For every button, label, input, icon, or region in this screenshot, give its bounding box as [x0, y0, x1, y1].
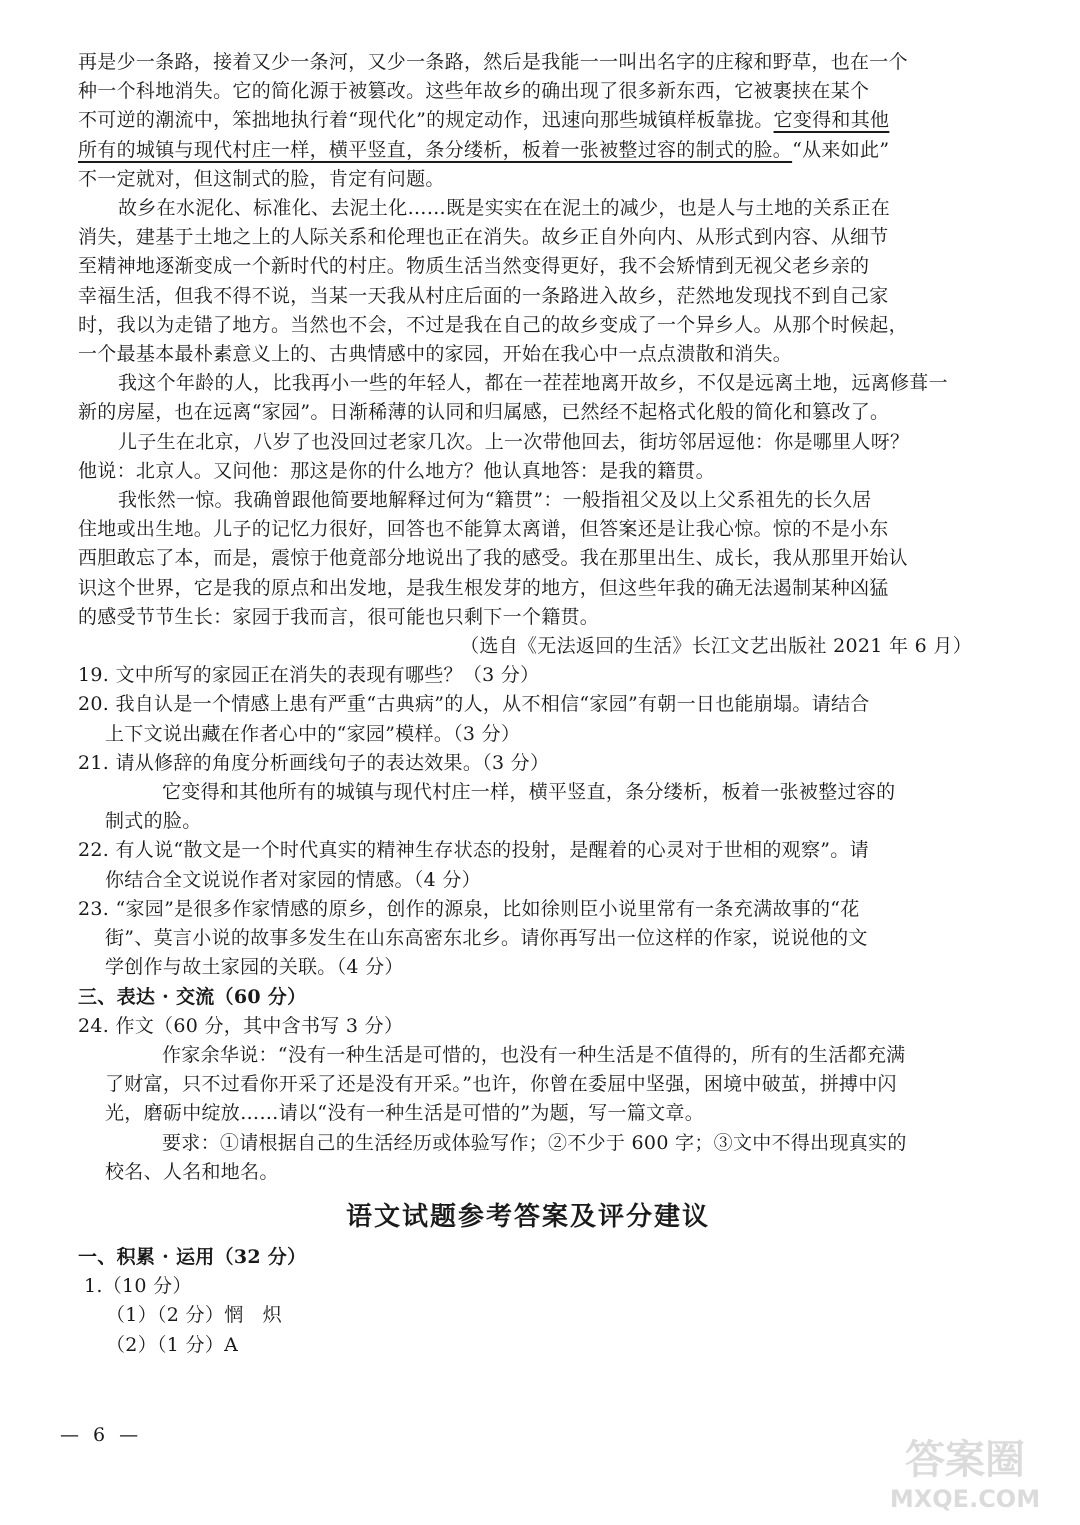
question-24: 24. 作文（60 分，其中含书写 3 分） — [78, 1014, 404, 1037]
question-20: 20. 我自认是一个情感上患有严重“古典病”的人，从不相信“家园”有朝一日也能崩塌。请结合 — [78, 693, 870, 716]
passage-line: 识这个世界，它是我的原点和出发地，是我生根发芽的地方，但这些年我的确无法遏制某种凶猛 — [78, 576, 889, 599]
passage-line: 种一个科地消失。它的简化源于被篡改。这些年故乡的确出现了很多新东西，它被裹挟在某个 — [78, 80, 870, 103]
answer-subitem: （2）（1 分）A — [106, 1333, 239, 1356]
section-heading: 一、积累 · 运用（32 分） — [78, 1245, 307, 1268]
passage-source: （选自《无法返回的生活》长江文艺出版社 2021 年 6 月） — [460, 635, 972, 658]
essay-prompt: 光，磨砺中绽放……请以“没有一种生活是可惜的”为题，写一篇文章。 — [105, 1102, 705, 1125]
page-number: — 6 — — [60, 1424, 143, 1446]
passage-line: 不一定就对，但这制式的脸，肯定有问题。 — [78, 167, 445, 190]
question-20-cont: 上下文说出藏在作者心中的“家园”模样。（3 分） — [105, 722, 521, 745]
question-21-quote: 它变得和其他所有的城镇与现代村庄一样，横平竖直，条分缕析，板着一张被整过容的 — [162, 781, 896, 804]
passage-line: 再是少一条路，接着又少一条河，又少一条路，然后是我能一一叫出名字的庄稼和野草，也在一个 — [78, 51, 908, 73]
passage-line: 消失，建基于土地之上的人际关系和伦理也正在消失。故乡正自外向内、从形式到内容、从细节 — [78, 226, 889, 249]
passage-line: 故乡在水泥化、标准化、去泥土化……既是实实在在泥土的减少，也是人与土地的关系正在 — [118, 197, 891, 220]
section-heading: 三、表达 · 交流（60 分） — [78, 985, 307, 1008]
passage-text: 不可逆的潮流中，笨拙地执行着“现代化”的规定动作，迅速向那些城镇样板靠拢。 — [78, 109, 774, 132]
essay-requirements: 要求：①请根据自己的生活经历或体验写作；②不少于 600 字；③文中不得出现真实的 — [162, 1131, 907, 1154]
passage-text: “从来如此” — [792, 138, 890, 161]
passage-line: 新的房屋，也在远离“家园”。日渐稀薄的认同和归属感，已然经不起格式化般的简化和篡改了。 — [78, 401, 890, 424]
passage-line: 的感受节节生长：家园于我而言，很可能也只剩下一个籍贯。 — [78, 605, 600, 628]
essay-requirements: 校名、人名和地名。 — [105, 1160, 279, 1183]
question-21-quote-cont: 制式的脸。 — [105, 810, 202, 833]
passage-line — [78, 106, 978, 135]
watermark-url-text: MXQE.COM — [889, 1485, 1041, 1513]
answer-subitem: （1）（2 分）惘 炽 — [106, 1304, 283, 1327]
underlined-sentence: 它变得和其他 — [773, 109, 890, 132]
passage-line: 儿子生在北京，八岁了也没回过老家几次。上一次带他回去，街坊邻居逗他：你是哪里人呀？ — [118, 430, 910, 453]
passage-line: 一个最基本最朴素意义上的、古典情感中的家园，开始在我心中一点点溃散和消失。 — [78, 343, 793, 366]
watermark-logo — [870, 1427, 1060, 1517]
question-19: 19. 文中所写的家园正在消失的表现有哪些？（3 分） — [78, 664, 540, 687]
exam-page — [78, 48, 978, 1360]
passage-line — [78, 136, 978, 165]
question-22-cont: 你结合全文说说作者对家园的情感。（4 分） — [105, 868, 481, 891]
passage-line: 我怅然一惊。我确曾跟他简要地解释过何为“籍贯”：一般指祖父及以上父系祖先的长久居 — [118, 489, 872, 512]
passage-line: 西胆敢忘了本，而是，震惊于他竟部分地说出了我的感受。我在那里出生、成长，我从那里开始认 — [78, 547, 908, 570]
answer-item: 1.（10 分） — [84, 1275, 192, 1298]
passage-line: 住地或出生地。儿子的记忆力很好，回答也不能算太离谱，但答案还是让我心惊。惊的不是小东 — [78, 518, 889, 541]
passage-line: 他说：北京人。又问他：那这是你的什么地方？他认真地答：是我的籍贯。 — [78, 459, 715, 482]
question-23-cont: 街”、莫言小说的故事多发生在山东高密东北乡。请你再写出一位这样的作家，说说他的文 — [105, 927, 868, 950]
passage-line: 至精神地逐渐变成一个新时代的村庄。物质生活当然变得更好，我不会矫情到无视父老乡亲的 — [78, 255, 870, 278]
answers-title: 语文试题参考答案及评分建议 — [345, 1201, 710, 1232]
underlined-sentence: 所有的城镇与现代村庄一样，横平竖直，条分缕析，板着一张被整过容的制式的脸。 — [78, 138, 793, 161]
question-23: 23. “家园”是很多作家情感的原乡，创作的源泉，比如徐则臣小说里常有一条充满故事的“花 — [78, 897, 860, 920]
question-22: 22. 有人说“散文是一个时代真实的精神生存状态的投射，是醒着的心灵对于世相的观察”。请 — [78, 839, 869, 862]
passage-line: 我这个年龄的人，比我再小一些的年轻人，都在一茬茬地离开故乡，不仅是远离土地，远离修葺一 — [118, 372, 948, 395]
passage-line: 幸福生活，但我不得不说，当某一天我从村庄后面的一条路进入故乡，茫然地发现找不到自己家 — [78, 284, 889, 307]
question-21: 21. 请从修辞的角度分析画线句子的表达效果。（3 分） — [78, 751, 550, 774]
essay-prompt: 作家余华说：“没有一种生活是可惜的，也没有一种生活是不值得的，所有的生活都充满 — [162, 1043, 906, 1066]
question-23-cont: 学创作与故土家园的关联。（4 分） — [105, 956, 404, 979]
essay-prompt: 了财富，只不过看你开采了还是没有开采。”也许，你曾在委屈中坚强，困境中破茧，拼搏中闪 — [105, 1073, 897, 1096]
watermark-main-text: 答案圈 — [905, 1437, 1025, 1483]
passage-line: 时，我以为走错了地方。当然也不会，不过是我在自己的故乡变成了一个异乡人。从那个时候起， — [78, 313, 908, 336]
